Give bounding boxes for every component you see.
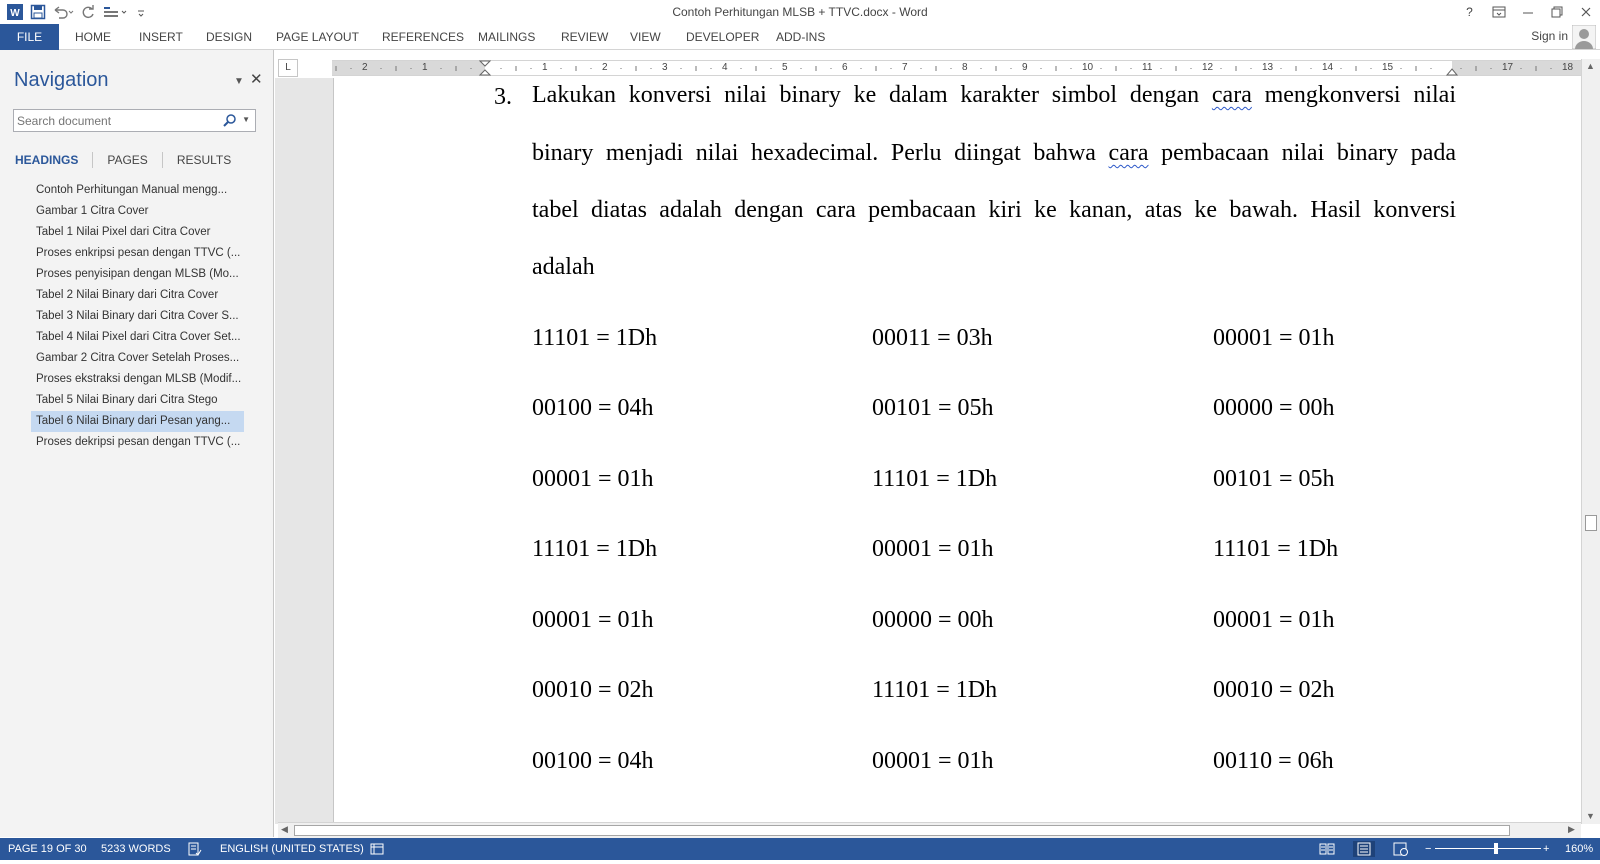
ruler-label: 11	[1142, 62, 1153, 73]
tab-references[interactable]: REFERENCES	[382, 30, 465, 44]
heading-item-selected[interactable]: Tabel 6 Nilai Binary dari Pesan yang...	[31, 411, 244, 432]
conversion-value: 11101 = 1Dh	[872, 677, 998, 703]
conversion-value: 00001 = 01h	[1213, 325, 1335, 351]
ruler-label: 12	[1202, 62, 1214, 73]
help-button[interactable]: ?	[1466, 5, 1473, 19]
window-title: Contoh Perhitungan MLSB + TTVC.docx - Word	[672, 5, 928, 19]
scroll-up-icon[interactable]: ▲	[1586, 61, 1595, 71]
zoom-slider-thumb[interactable]	[1494, 843, 1498, 854]
nav-tab-divider	[162, 152, 163, 168]
horizontal-scrollbar[interactable]	[278, 822, 1581, 838]
ruler-label: 15	[1382, 62, 1394, 73]
paragraph-line: adalah	[532, 254, 595, 280]
tab-design[interactable]: DESIGN	[206, 30, 253, 44]
user-avatar-icon[interactable]	[1572, 25, 1596, 49]
nav-tab-headings[interactable]: HEADINGS	[15, 153, 79, 167]
conversion-value: 11101 = 1Dh	[872, 466, 998, 492]
proofing-icon[interactable]	[188, 842, 202, 856]
ruler-label: 4	[722, 62, 728, 73]
paragraph-line: Lakukan konversi nilai binary ke dalam karakter simbol dengan cara mengkonversi nilai	[532, 82, 1456, 108]
conversion-value: 00100 = 04h	[532, 395, 654, 421]
navigation-pane	[0, 50, 274, 837]
ribbon-display-options-button[interactable]	[1484, 0, 1513, 24]
conversion-value: 11101 = 1Dh	[532, 536, 658, 562]
conversion-value: 11101 = 1Dh	[532, 325, 658, 351]
status-bar	[0, 838, 1600, 860]
tab-view[interactable]: VIEW	[630, 30, 661, 44]
print-layout-icon[interactable]	[1353, 841, 1375, 857]
web-layout-icon[interactable]	[1393, 842, 1409, 856]
heading-item[interactable]: Tabel 5 Nilai Binary dari Citra Stego	[36, 394, 218, 406]
tab-page-layout[interactable]: PAGE LAYOUT	[276, 30, 359, 44]
ruler-label: 1	[542, 62, 548, 73]
tab-file[interactable]: FILE	[0, 24, 59, 50]
conversion-value: 00001 = 01h	[532, 466, 654, 492]
heading-item[interactable]: Tabel 1 Nilai Pixel dari Citra Cover	[36, 226, 211, 238]
conversion-value: 00101 = 05h	[1213, 466, 1335, 492]
heading-item[interactable]: Gambar 1 Citra Cover	[36, 205, 149, 217]
conversion-value: 00110 = 06h	[1213, 748, 1334, 774]
headings-list	[31, 180, 244, 453]
conversion-value: 00000 = 00h	[1213, 395, 1335, 421]
svg-text:W: W	[10, 8, 20, 19]
ruler-label: 5	[782, 62, 788, 73]
ruler-label: 14	[1322, 62, 1334, 73]
close-pane-icon[interactable]: ✕	[250, 71, 263, 88]
search-options-icon[interactable]: ▼	[242, 115, 250, 124]
close-window-button[interactable]	[1571, 0, 1600, 24]
conversion-value: 00001 = 01h	[872, 748, 994, 774]
document-area[interactable]	[275, 78, 1581, 824]
sign-in-link[interactable]: Sign in	[1531, 29, 1568, 43]
ruler-label: 1	[422, 62, 428, 73]
ruler-label: 6	[842, 62, 848, 73]
spelling-flag[interactable]: cara	[1211, 82, 1252, 108]
search-icon[interactable]	[223, 113, 237, 132]
tab-selector-button[interactable]: L	[278, 59, 298, 77]
spelling-flag[interactable]: cara	[1108, 140, 1149, 166]
conversion-value: 00011 = 03h	[872, 325, 993, 351]
scroll-left-icon[interactable]: ◀	[281, 824, 288, 834]
zoom-in-button[interactable]: +	[1543, 843, 1550, 855]
heading-item[interactable]: Tabel 4 Nilai Pixel dari Citra Cover Set...	[36, 331, 241, 343]
ruler-label: 13	[1262, 62, 1274, 73]
paragraph-line: binary menjadi nilai hexadecimal. Perlu diingat bahwa cara pembacaan nilai binary pada	[532, 140, 1457, 166]
ruler-label: 2	[362, 62, 368, 73]
restore-button[interactable]	[1542, 0, 1571, 24]
vertical-scrollbar[interactable]	[1581, 59, 1600, 824]
tab-add-ins[interactable]: ADD-INS	[776, 30, 826, 44]
horizontal-ruler[interactable]	[332, 60, 1582, 76]
language-indicator[interactable]: ENGLISH (UNITED STATES)	[220, 843, 364, 855]
zoom-slider[interactable]	[1435, 848, 1541, 849]
tab-home[interactable]: HOME	[75, 30, 111, 44]
tab-review[interactable]: REVIEW	[561, 30, 609, 44]
ruler-label: 10	[1082, 62, 1094, 73]
conversion-value: 00001 = 01h	[1213, 607, 1335, 633]
tab-mailings[interactable]: MAILINGS	[478, 30, 536, 44]
minimize-button[interactable]	[1513, 0, 1542, 24]
heading-item[interactable]: Contoh Perhitungan Manual mengg...	[36, 184, 228, 196]
read-mode-icon[interactable]	[1319, 842, 1335, 856]
nav-tab-divider	[92, 152, 93, 168]
tab-developer[interactable]: DEVELOPER	[686, 30, 760, 44]
conversion-value: 00101 = 05h	[872, 395, 994, 421]
page-count[interactable]: PAGE 19 OF 30	[8, 843, 87, 855]
ruler-label: 3	[662, 62, 668, 73]
ruler-label: 8	[962, 62, 968, 73]
list-number: 3.	[494, 84, 512, 110]
navigation-title: Navigation	[14, 69, 109, 91]
ruler-label: 17	[1502, 62, 1514, 73]
nav-tab-results[interactable]: RESULTS	[176, 153, 232, 167]
pane-options-icon[interactable]: ▼	[234, 76, 244, 87]
zoom-level[interactable]: 160%	[1565, 843, 1594, 855]
vertical-scroll-thumb[interactable]	[1585, 515, 1597, 531]
heading-item[interactable]: Tabel 3 Nilai Binary dari Citra Cover S...	[36, 310, 239, 322]
heading-item[interactable]: Gambar 2 Citra Cover Setelah Proses...	[36, 352, 240, 364]
ruler-label: 2	[602, 62, 608, 73]
paragraph-line: tabel diatas adalah dengan cara pembacaan kiri ke kanan, atas ke bawah. Hasil konversi	[532, 197, 1456, 223]
ruler-label: 9	[1022, 62, 1028, 73]
conversion-value: 00100 = 04h	[532, 748, 654, 774]
ruler-label: 18	[1562, 62, 1574, 73]
conversion-value: 00000 = 00h	[872, 607, 994, 633]
title-bar	[0, 0, 1600, 24]
conversion-value: 11101 = 1Dh	[1213, 536, 1339, 562]
horizontal-scroll-thumb[interactable]	[294, 825, 1510, 836]
conversion-value: 00001 = 01h	[872, 536, 994, 562]
macro-recording-icon[interactable]	[370, 842, 384, 856]
ribbon-tab-bar	[0, 24, 1600, 50]
scroll-right-icon[interactable]: ▶	[1568, 824, 1575, 834]
heading-item[interactable]: Tabel 2 Nilai Binary dari Citra Cover	[36, 289, 219, 301]
heading-item[interactable]: Proses enkripsi pesan dengan TTVC (...	[36, 247, 241, 259]
heading-item[interactable]: Proses penyisipan dengan MLSB (Mo...	[36, 268, 239, 280]
navigation-tabs	[15, 150, 245, 170]
heading-item[interactable]: Proses ekstraksi dengan MLSB (Modif...	[36, 373, 242, 385]
ruler-scale	[332, 61, 1582, 77]
tab-insert[interactable]: INSERT	[139, 30, 183, 44]
search-input[interactable]	[14, 110, 214, 131]
conversion-value: 00010 = 02h	[532, 677, 654, 703]
zoom-out-button[interactable]: −	[1425, 843, 1432, 855]
conversion-value: 00010 = 02h	[1213, 677, 1335, 703]
ruler-label: 7	[902, 62, 908, 73]
document-page[interactable]	[333, 78, 1581, 824]
heading-item[interactable]: Proses dekripsi pesan dengan TTVC (...	[36, 436, 241, 448]
search-box[interactable]	[13, 109, 256, 132]
scroll-down-icon[interactable]: ▼	[1586, 811, 1595, 821]
nav-tab-pages[interactable]: PAGES	[107, 153, 148, 167]
conversion-value: 00001 = 01h	[532, 607, 654, 633]
word-count[interactable]: 5233 WORDS	[101, 843, 171, 855]
